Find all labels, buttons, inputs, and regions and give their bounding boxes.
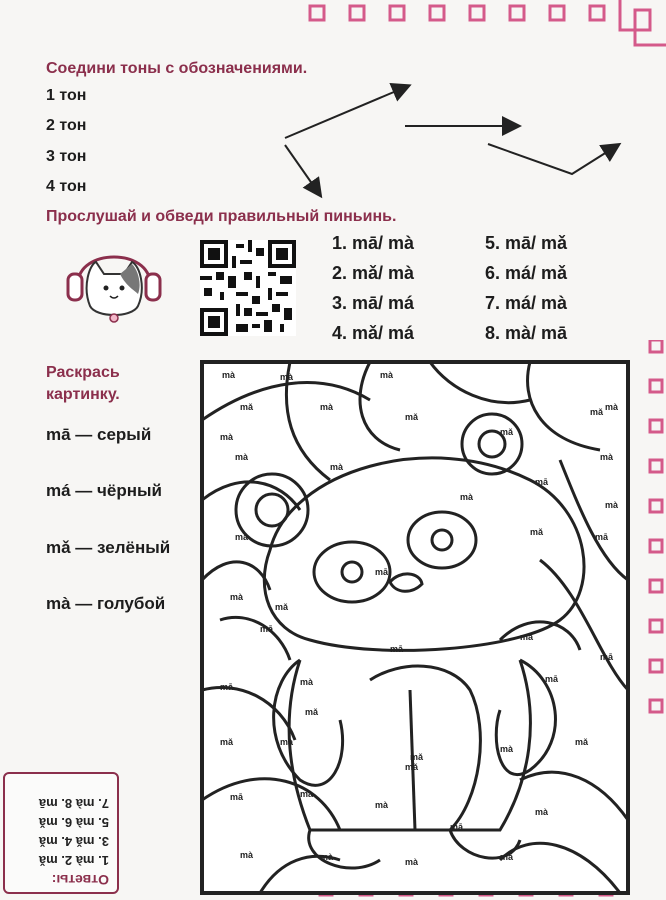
arrow-dip <box>488 144 618 174</box>
task1-heading: Соедини тоны с обозначениями. <box>46 60 308 77</box>
tone-4: 4 тон <box>46 178 87 195</box>
pinyin-label: mǎ <box>220 737 234 747</box>
pinyin-label: mǎ <box>575 737 589 747</box>
pinyin-label: mā <box>600 652 614 662</box>
pinyin-label: mà <box>605 500 619 510</box>
pinyin-label: mā <box>545 674 559 684</box>
task3-heading-line1: Раскрась <box>46 364 120 381</box>
answer-line-2: 3. mǎ 4. mǎ <box>38 834 109 849</box>
option-7[interactable]: 7. má/ mà <box>485 293 568 313</box>
tone-3: 3 тон <box>46 148 87 165</box>
answer-line-1: 1. mà 2. mǎ <box>38 853 109 868</box>
pinyin-label: mà <box>380 370 394 380</box>
pinyin-label: mà <box>605 402 619 412</box>
answers-box <box>3 772 119 894</box>
pinyin-label: mà <box>240 850 254 860</box>
pinyin-label: mǎ <box>240 402 254 412</box>
legend-green: mǎ — зелёный <box>46 538 171 557</box>
option-6[interactable]: 6. má/ mǎ <box>485 263 568 283</box>
corner-frame-top <box>300 0 666 60</box>
legend-blue: mà — голубой <box>46 594 166 613</box>
task3-heading-line2: картинку. <box>46 386 120 403</box>
pinyin-label: mǎ <box>275 602 289 612</box>
pinyin-label: mǎ <box>530 527 544 537</box>
pinyin-label: mǎ <box>410 752 424 762</box>
pinyin-label: mà <box>375 800 389 810</box>
option-8[interactable]: 8. mà/ mā <box>485 323 568 343</box>
pinyin-label: mā <box>500 852 514 862</box>
answer-line-4: 7. mà 8. mā <box>38 796 109 811</box>
arrow-rising <box>285 86 408 138</box>
cat-headphones-icon <box>60 236 168 332</box>
arrow-falling <box>285 145 320 195</box>
pinyin-label: mà <box>320 852 334 862</box>
answer-line-3: 5. mà 6. mǎ <box>38 815 109 830</box>
pinyin-label: mā <box>235 532 249 542</box>
pinyin-label: mà <box>300 677 314 687</box>
legend-black: má — чёрный <box>46 481 162 500</box>
pinyin-label: mā <box>450 822 464 832</box>
option-4[interactable]: 4. mǎ/ má <box>332 323 415 343</box>
pinyin-label: mà <box>230 592 244 602</box>
pinyin-label: mā <box>390 644 404 654</box>
pinyin-label: mā <box>520 632 534 642</box>
pinyin-label: mà <box>500 744 514 754</box>
task2-heading: Прослушай и обведи правильный пиньинь. <box>46 208 397 225</box>
pinyin-label: mǎ <box>500 427 514 437</box>
pinyin-label: mà <box>280 737 294 747</box>
pinyin-label: mà <box>405 857 419 867</box>
pinyin-label: mā <box>230 792 244 802</box>
pinyin-label: mà <box>235 452 249 462</box>
option-2[interactable]: 2. mǎ/ mà <box>332 263 415 283</box>
pinyin-label: mà <box>330 462 344 472</box>
pinyin-label: mà <box>300 789 314 799</box>
tone-arrows <box>260 70 640 210</box>
answers-title: Ответы: <box>51 872 109 888</box>
pinyin-label: mà <box>320 402 334 412</box>
pinyin-label: mà <box>222 370 236 380</box>
qr-code-icon[interactable] <box>200 240 296 336</box>
pinyin-label: mà <box>600 452 614 462</box>
pinyin-label: mà <box>535 807 549 817</box>
pinyin-label: mǎ <box>590 407 604 417</box>
tone-2: 2 тон <box>46 117 87 134</box>
option-1[interactable]: 1. mā/ mà <box>332 233 415 253</box>
pinyin-label: mā <box>595 532 609 542</box>
pinyin-label: mā <box>260 624 274 634</box>
pinyin-label: mā <box>535 477 549 487</box>
pinyin-label: mà <box>280 372 294 382</box>
pinyin-label: mā <box>375 567 389 577</box>
pinyin-label: mǎ <box>405 412 419 422</box>
legend-grey: mā — серый <box>46 425 152 444</box>
pinyin-label: mǎ <box>405 762 419 772</box>
corner-frame-right <box>646 340 666 900</box>
pinyin-label: mǎ <box>305 707 319 717</box>
pinyin-label: mà <box>220 432 234 442</box>
coloring-panda-picture[interactable] <box>200 360 630 895</box>
option-5[interactable]: 5. mā/ mǎ <box>485 233 568 253</box>
pinyin-label: mā <box>220 682 234 692</box>
pinyin-label: mà <box>460 492 474 502</box>
option-3[interactable]: 3. mā/ má <box>332 293 415 313</box>
tone-1: 1 тон <box>46 87 87 104</box>
